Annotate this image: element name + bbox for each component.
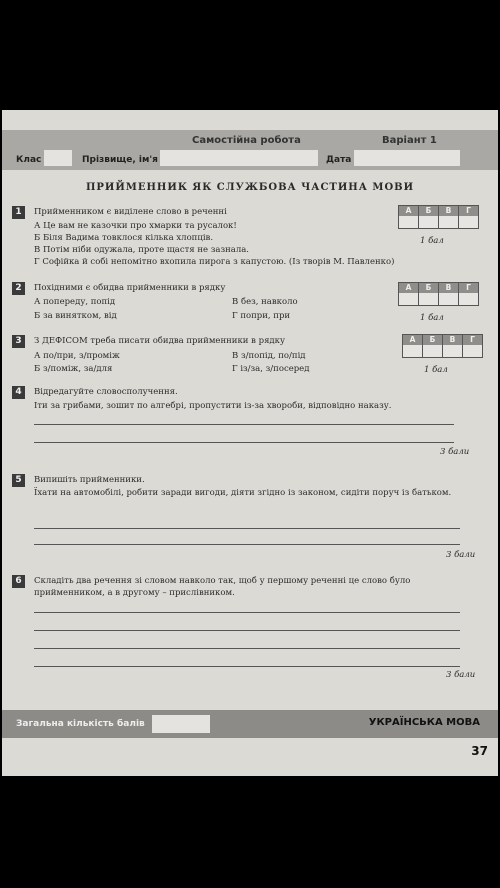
- question-3-text: З ДЕФІСОМ треба писати обидва прийменники в рядку: [34, 336, 285, 346]
- q2-option-b: Б за винятком, від: [34, 311, 117, 321]
- question-5-body: Їхати на автомобілі, робити заради вигоди, діяти згідно із законом, сидіти поруч із батьком.: [34, 488, 452, 498]
- q2-box-c[interactable]: [439, 293, 458, 305]
- answer-letter-d: Г: [459, 206, 478, 216]
- q3-box-d[interactable]: [463, 345, 482, 357]
- q2-option-d: Г попри, при: [232, 311, 291, 321]
- class-label: Клас: [16, 155, 42, 165]
- q1-box-c[interactable]: [439, 216, 458, 228]
- variant-label: Варіант 1: [382, 135, 437, 146]
- answer-line[interactable]: [34, 612, 460, 613]
- q3-option-d: Г із/за, з/посеред: [232, 364, 310, 374]
- q2-box-d[interactable]: [459, 293, 478, 305]
- q2-box-a[interactable]: [399, 293, 418, 305]
- question-number-4: 4: [12, 386, 25, 399]
- q1-option-a: А Це вам не казочки про хмарки та русалок!: [34, 221, 237, 231]
- q2-score: 1 бал: [420, 313, 444, 323]
- question-number-2: 2: [12, 282, 25, 295]
- q3-option-a: А по/при, з/проміж: [34, 351, 120, 361]
- q3-score: 1 бал: [424, 365, 448, 375]
- total-score-label: Загальна кількість балів: [16, 719, 145, 729]
- answer-letter-d: Г: [463, 335, 482, 345]
- class-field[interactable]: [44, 150, 72, 166]
- page-number: 37: [471, 744, 488, 758]
- q2-option-c: В без, навколо: [232, 297, 298, 307]
- q2-option-a: А попереду, попід: [34, 297, 116, 307]
- date-label: Дата: [326, 155, 352, 165]
- work-type-label: Самостійна робота: [192, 135, 301, 146]
- answer-letter-a: А: [399, 206, 418, 216]
- question-1-text: Прийменником є виділене слово в реченні: [34, 207, 227, 217]
- q3-answer-grid[interactable]: [403, 334, 483, 358]
- q1-score: 1 бал: [420, 236, 444, 246]
- answer-letter-c: В: [439, 206, 458, 216]
- answer-line[interactable]: [34, 442, 454, 443]
- question-number-3: 3: [12, 335, 25, 348]
- worksheet-page: [2, 110, 498, 776]
- page-title: ПРИЙМЕННИК ЯК СЛУЖБОВА ЧАСТИНА МОВИ: [85, 182, 415, 193]
- question-number-5: 5: [12, 474, 25, 487]
- q2-answer-grid[interactable]: [399, 282, 479, 306]
- q3-option-b: Б з/поміж, за/для: [34, 364, 113, 374]
- answer-line[interactable]: [34, 666, 460, 667]
- q1-option-b: Б Біля Вадима товклося кілька хлопців.: [34, 233, 214, 243]
- q1-answer-grid[interactable]: [399, 205, 479, 229]
- q5-score: 3 бали: [446, 550, 476, 560]
- question-2-text: Похідними є обидва прийменники в рядку: [34, 283, 226, 293]
- footer-bar: [2, 710, 498, 738]
- q1-box-a[interactable]: [399, 216, 418, 228]
- q1-box-d[interactable]: [459, 216, 478, 228]
- date-field[interactable]: [354, 150, 460, 166]
- name-field[interactable]: [160, 150, 318, 166]
- q2-box-b[interactable]: [419, 293, 438, 305]
- q3-box-c[interactable]: [443, 345, 462, 357]
- question-6-text: Складіть два речення зі словом навколо так, щоб у першому реченні це слово було прийменником, а в другому – прислівником.: [34, 576, 411, 598]
- q1-box-b[interactable]: [419, 216, 438, 228]
- q6-score: 3 бали: [446, 670, 476, 680]
- answer-letter-b: Б: [419, 206, 438, 216]
- answer-letter-b: Б: [423, 335, 442, 345]
- answer-letter-a: А: [399, 283, 418, 293]
- question-4-text: Відредагуйте словосполучення.: [34, 387, 178, 397]
- subject-brand: УКРАЇНСЬКА МОВА: [368, 717, 480, 728]
- answer-letter-c: В: [439, 283, 458, 293]
- answer-letter-c: В: [443, 335, 462, 345]
- answer-line[interactable]: [34, 528, 460, 529]
- total-score-field[interactable]: [152, 715, 210, 733]
- q1-option-d: Г Софійка й собі непомітно вхопила пирога з капустою. (Із творів М. Павленко): [34, 257, 395, 267]
- q1-option-c: В Потім ніби одужала, проте щастя не зазнала.: [34, 245, 249, 255]
- q3-box-b[interactable]: [423, 345, 442, 357]
- q3-option-c: В з/попід, по/під: [232, 351, 306, 361]
- answer-letter-b: Б: [419, 283, 438, 293]
- question-number-1: 1: [12, 206, 25, 219]
- answer-line[interactable]: [34, 648, 460, 649]
- answer-letter-d: Г: [459, 283, 478, 293]
- question-5-text: Випишіть прийменники.: [34, 475, 145, 485]
- question-4-body: Іти за грибами, зошит по алгебрі, пропустити із-за хвороби, відповідно наказу.: [34, 401, 392, 411]
- answer-line[interactable]: [34, 424, 454, 425]
- answer-letter-a: А: [403, 335, 422, 345]
- question-number-6: 6: [12, 575, 25, 588]
- name-label: Прізвище, ім'я: [82, 155, 158, 165]
- answer-line[interactable]: [34, 630, 460, 631]
- header-bar: [2, 130, 498, 170]
- q4-score: 3 бали: [440, 447, 470, 457]
- answer-line[interactable]: [34, 544, 460, 545]
- q3-box-a[interactable]: [403, 345, 422, 357]
